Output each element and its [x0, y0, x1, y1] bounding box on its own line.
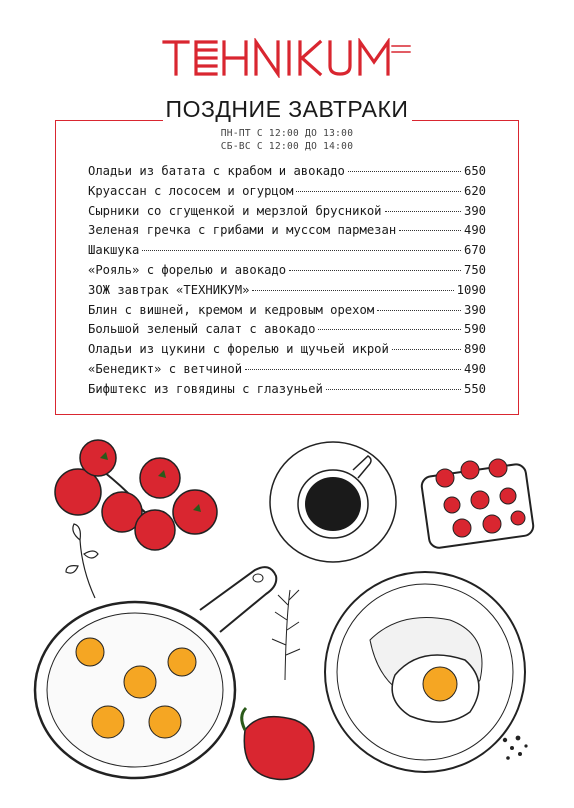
- menu-frame-top-right: [412, 120, 519, 121]
- menu-item-name: Оладьи из цукини с форелью и щучьей икрой: [88, 342, 389, 357]
- menu-item-price: 750: [463, 262, 486, 277]
- menu-item-name: «Бенедикт» с ветчиной: [88, 361, 243, 376]
- spice-dots-icon: [503, 736, 528, 760]
- menu-item: [88, 342, 486, 362]
- hours-weekdays: ПН-ПТ С 12:00 ДО 13:00: [220, 128, 354, 139]
- brand-logo: [0, 38, 574, 78]
- fried-egg-plate-icon: [325, 572, 525, 772]
- menu-item-name: Зеленая гречка с грибами и муссом пармезан: [88, 223, 397, 238]
- dot-leader: [392, 349, 461, 350]
- menu-item: [88, 382, 486, 402]
- menu-item: [88, 164, 486, 184]
- menu-item-price: 620: [463, 183, 486, 198]
- dot-leader: [296, 191, 461, 192]
- menu-item-price: 390: [463, 302, 486, 317]
- menu-item-name: Бифштекс из говядины с глазуньей: [88, 381, 323, 396]
- dot-leader: [326, 389, 461, 390]
- menu-item-price: 890: [463, 342, 486, 357]
- menu-item-price: 590: [463, 322, 486, 337]
- menu-item-name: ЗОЖ завтрак «ТЕХНИКУМ»: [88, 282, 250, 297]
- menu-item-price: 490: [463, 361, 486, 376]
- menu-item: [88, 283, 486, 303]
- parsley-icon: [66, 524, 98, 598]
- menu-item: [88, 322, 486, 342]
- dot-leader: [318, 329, 461, 330]
- menu-item-price: 390: [463, 203, 486, 218]
- menu-item-price: 1090: [456, 282, 486, 297]
- menu-item: [88, 223, 486, 243]
- tehnikum-logo-icon: [162, 38, 412, 78]
- menu-item-price: 490: [463, 223, 486, 238]
- dill-icon: [272, 590, 300, 680]
- menu-item: [88, 204, 486, 224]
- dot-leader: [377, 310, 461, 311]
- dot-leader: [142, 250, 461, 251]
- menu-item-name: Блин с вишней, кремом и кедровым орехом: [88, 302, 375, 317]
- menu-item-price: 650: [463, 164, 486, 178]
- menu-item: [88, 263, 486, 283]
- menu-item: [88, 184, 486, 204]
- dot-leader: [245, 369, 461, 370]
- menu-frame-top-left: [55, 120, 163, 121]
- menu-item: [88, 303, 486, 323]
- red-pepper-icon: [242, 708, 314, 780]
- dot-leader: [289, 270, 461, 271]
- dot-leader: [348, 171, 461, 172]
- menu-item-price: 550: [463, 381, 486, 396]
- menu-item-name: Сырники со сгущенкой и мерзлой брусникой: [88, 203, 382, 218]
- coffee-cup-icon: [270, 442, 396, 562]
- menu-item-name: Большой зеленый салат с авокадо: [88, 322, 316, 337]
- section-title: ПОЗДНИЕ ЗАВТРАКИ: [165, 96, 409, 122]
- menu-item: [88, 243, 486, 263]
- menu-item-name: Шакшука: [88, 243, 140, 258]
- menu-item-name: Оладьи из батата с крабом и авокадо: [88, 164, 345, 178]
- tomato-branch-icon: [55, 440, 217, 550]
- food-illustrations: [0, 420, 574, 808]
- hours-weekend: СБ-ВС С 12:00 ДО 14:00: [220, 141, 354, 152]
- dot-leader: [252, 290, 453, 291]
- toast-icon: [421, 459, 535, 549]
- menu-item-name: «Рояль» с форелью и авокадо: [88, 262, 287, 277]
- frying-pan-eggs-icon: [35, 567, 276, 778]
- menu-item-name: Круассан с лососем и огурцом: [88, 183, 294, 198]
- dot-leader: [399, 230, 461, 231]
- menu-list: [88, 164, 486, 402]
- menu-item-price: 670: [463, 243, 486, 258]
- dot-leader: [385, 211, 461, 212]
- menu-item: [88, 362, 486, 382]
